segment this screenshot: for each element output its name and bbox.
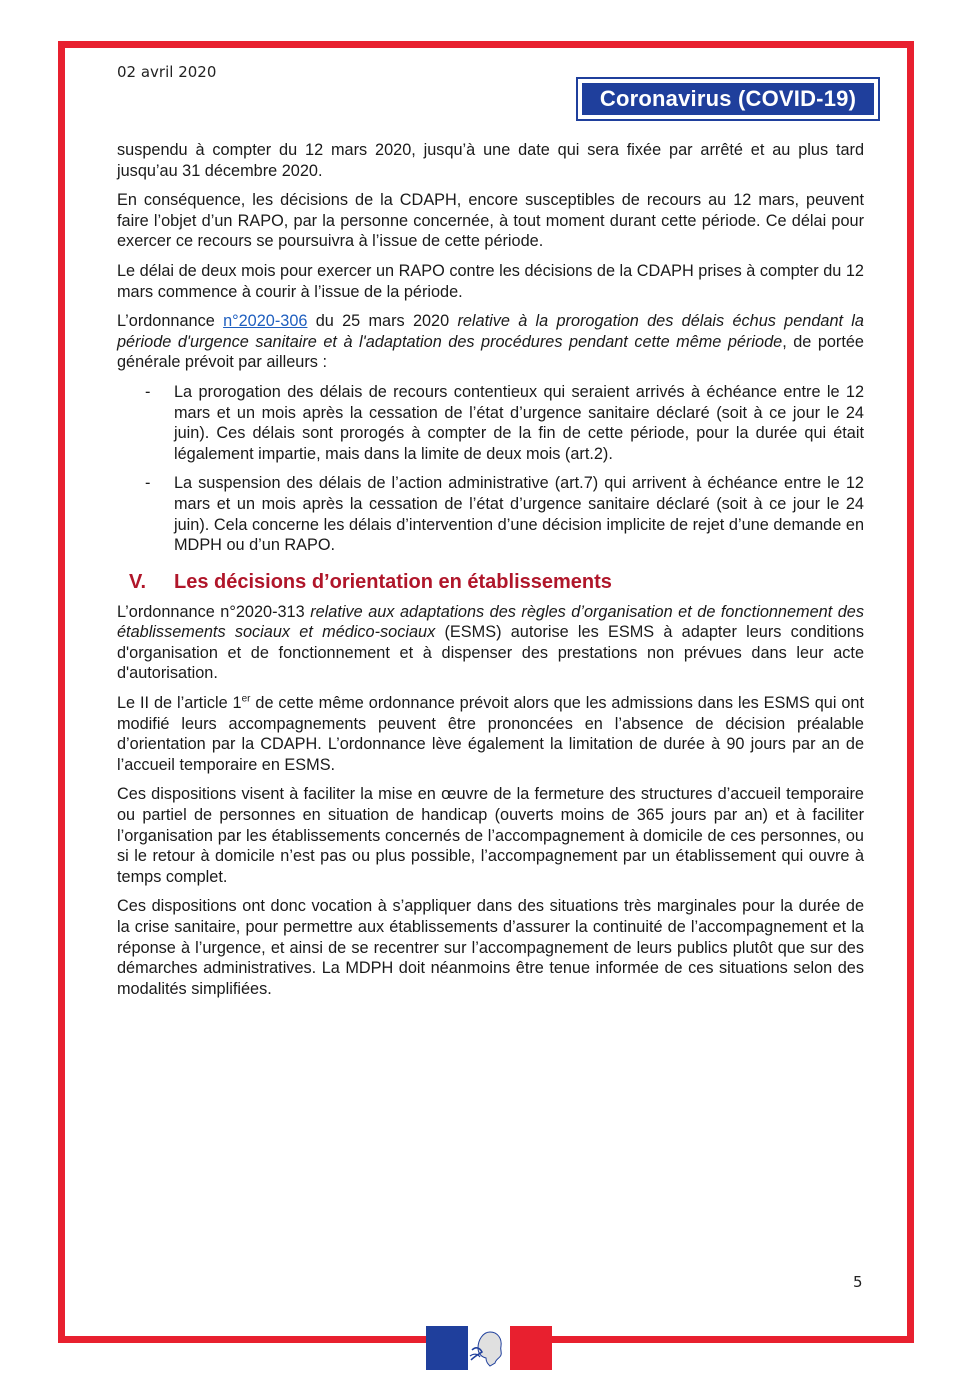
- text-run: L’ordonnance n°2020-313: [117, 602, 311, 621]
- paragraph: Ces dispositions visent à faciliter la mise en œuvre de la fermeture des structures d’accueil temporaire ou partiel de personnes en situation de handicap (ouverts moins de 365 jours par an) et à faciliter l’organisation par les établissements concernés de l’accompagnement à domicile de ces personnes, ou si le retour à domicile n’est pas ou plus possible, l’accompagnement par un établissement qui ouvre à temps complet.: [117, 785, 864, 886]
- text-run: L’ordonnance: [117, 312, 224, 331]
- document-date: 02 avril 2020: [117, 63, 217, 81]
- list-item-text: La prorogation des délais de recours contentieux qui seraient arrivés à échéance entre le 12 mars et un mois après la cessation de l’état d’urgence sanitaire déclaré (soit à ce jour le 24 juin). Ces délais sont prorogés à compter de la fin de cette période, pour la durée qui était légalement impartie, mais dans la limite de deux mois (art.2).: [174, 382, 864, 463]
- superscript: er: [241, 693, 251, 705]
- text-run: de cette même ordonnance prévoit alors que les admissions dans les ESMS qui ont modifié leurs accompagnements peuvent être prononcées en l’absence de décision préalable d’orientation par la CDAPH. L’ordonnance lève également la limitation de durée à 90 jours par an de l’accueil temporaire en ESMS.: [117, 694, 864, 774]
- italic-title: relative aux adaptations des règles d’organisation et de fonctionnement des établissements sociaux et médico-sociaux: [117, 602, 864, 642]
- paragraph-article-1: [117, 693, 864, 775]
- page-number: 5: [853, 1273, 863, 1291]
- topic-banner-label: Coronavirus (COVID-19): [582, 83, 874, 115]
- text-run: Le II de l’article 1: [117, 694, 242, 713]
- paragraph-ordonnance-306: [117, 311, 864, 373]
- list-item: [117, 382, 864, 464]
- logo-white-band: [468, 1326, 510, 1370]
- italic-title: relative à la prorogation des délais échus pendant la période d'urgence sanitaire et à l'adaptation des procédures pendant cette même période: [117, 312, 864, 351]
- paragraph: Ces dispositions ont donc vocation à s’appliquer dans des situations très marginales pour la durée de la crise sanitaire, pour permettre aux établissements d’assurer la continuité de l’accompagnement et la réponse à l’urgence, et ainsi de se recentrer sur l’accompagnement de leurs publics plutôt que sur des démarches administratives. La MDPH doit néanmoins être tenue informée de ces situations selon des modalités simplifiées.: [117, 897, 864, 998]
- topic-banner: [576, 77, 880, 121]
- bullet-list: [117, 382, 864, 556]
- marianne-logo: [426, 1326, 552, 1370]
- section-title: Les décisions d’orientation en établissements: [174, 570, 612, 593]
- text-run: , de portée générale prévoit par ailleurs :: [117, 332, 864, 372]
- paragraph-ordonnance-313: [117, 602, 864, 684]
- bullet-dash: -: [145, 382, 151, 401]
- bullet-dash: -: [145, 474, 151, 493]
- ordonnance-link[interactable]: n°2020-306: [223, 312, 308, 331]
- section-number: V.: [129, 570, 147, 593]
- text-run: du 25 mars 2020: [307, 312, 458, 331]
- logo-blue-band: [426, 1326, 468, 1370]
- logo-red-band: [510, 1326, 552, 1370]
- list-item: [117, 473, 864, 555]
- paragraph: suspendu à compter du 12 mars 2020, jusqu’à une date qui sera fixée par arrêté et au plus tard jusqu’au 31 décembre 2020.: [117, 141, 864, 180]
- text-run: (ESMS) autorise les ESMS à adapter leurs conditions d'organisation et de fonctionnement et à dispenser des prestations non prévues dans leur acte d'autorisation.: [117, 623, 864, 683]
- paragraph: Le délai de deux mois pour exercer un RAPO contre les décisions de la CDAPH prises à compter du 12 mars commence à courir à l’issue de la période.: [117, 261, 864, 301]
- document-body: [117, 140, 864, 1008]
- list-item-text: La suspension des délais de l’action administrative (art.7) qui arrivent à échéance entre le 12 mars et un mois après la cessation de l’état d’urgence sanitaire déclaré (soit à ce jour le 24 juin). Cela concerne les délais d’intervention d’une décision implicite de rejet d’une demande en MDPH ou d’un RAPO.: [174, 474, 864, 555]
- marianne-profile-icon: [468, 1326, 510, 1370]
- section-heading: [117, 570, 864, 594]
- paragraph: En conséquence, les décisions de la CDAPH, encore susceptibles de recours au 12 mars, peuvent faire l’objet d’un RAPO, par la personne concernée, à tout moment durant cette période. Ce délai pour exercer ce recours se poursuivra à l’issue de cette période.: [117, 191, 864, 251]
